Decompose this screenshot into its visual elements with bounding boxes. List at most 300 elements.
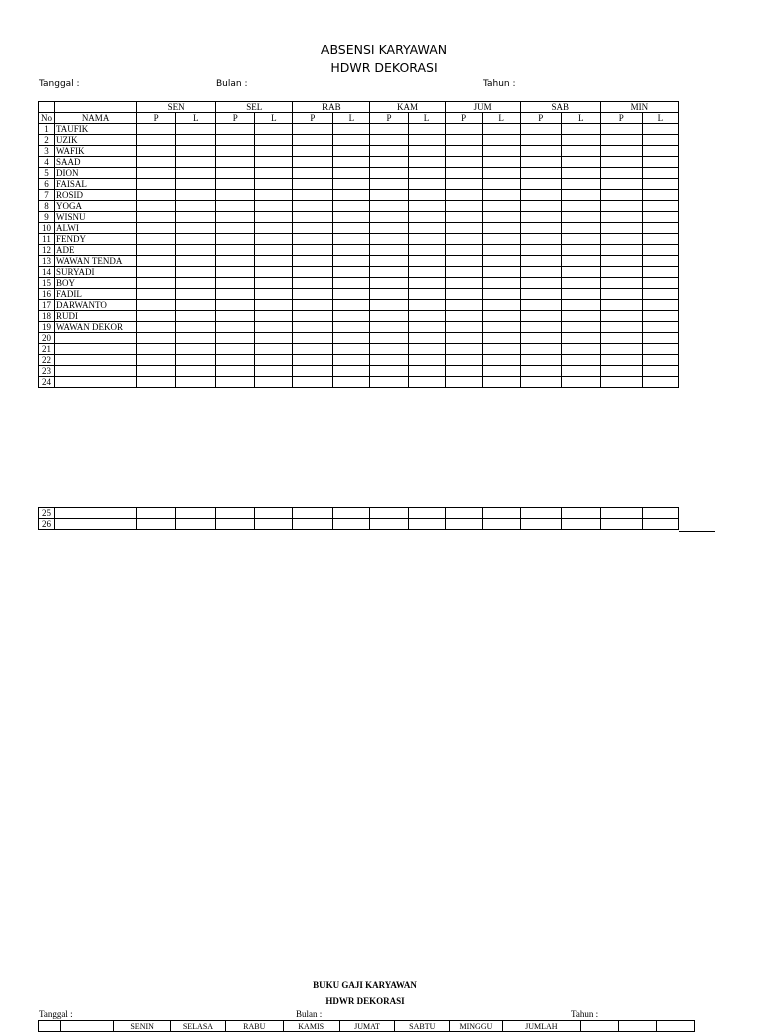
attendance-cell[interactable] <box>293 201 333 212</box>
attendance-cell[interactable] <box>216 344 255 355</box>
attendance-cell[interactable] <box>408 519 445 530</box>
attendance-cell[interactable] <box>333 223 370 234</box>
attendance-cell[interactable] <box>642 300 678 311</box>
attendance-cell[interactable] <box>370 212 408 223</box>
attendance-cell[interactable] <box>137 157 176 168</box>
attendance-cell[interactable] <box>520 179 561 190</box>
attendance-cell[interactable] <box>333 344 370 355</box>
attendance-cell[interactable] <box>408 267 445 278</box>
attendance-cell[interactable] <box>561 333 600 344</box>
attendance-cell[interactable] <box>137 223 176 234</box>
attendance-cell[interactable] <box>445 278 482 289</box>
attendance-cell[interactable] <box>370 508 408 519</box>
attendance-cell[interactable] <box>293 146 333 157</box>
attendance-cell[interactable] <box>642 289 678 300</box>
attendance-cell[interactable] <box>445 519 482 530</box>
attendance-cell[interactable] <box>482 366 520 377</box>
attendance-cell[interactable] <box>408 311 445 322</box>
attendance-cell[interactable] <box>255 234 293 245</box>
attendance-cell[interactable] <box>600 300 642 311</box>
attendance-cell[interactable] <box>408 322 445 333</box>
attendance-cell[interactable] <box>137 300 176 311</box>
attendance-cell[interactable] <box>333 124 370 135</box>
attendance-cell[interactable] <box>445 201 482 212</box>
attendance-cell[interactable] <box>600 311 642 322</box>
attendance-cell[interactable] <box>642 278 678 289</box>
attendance-cell[interactable] <box>561 344 600 355</box>
attendance-cell[interactable] <box>600 223 642 234</box>
attendance-cell[interactable] <box>176 278 216 289</box>
attendance-cell[interactable] <box>370 289 408 300</box>
attendance-cell[interactable] <box>333 519 370 530</box>
attendance-cell[interactable] <box>482 179 520 190</box>
attendance-cell[interactable] <box>600 322 642 333</box>
attendance-cell[interactable] <box>255 190 293 201</box>
attendance-cell[interactable] <box>333 508 370 519</box>
attendance-cell[interactable] <box>137 179 176 190</box>
attendance-cell[interactable] <box>408 135 445 146</box>
attendance-cell[interactable] <box>561 508 600 519</box>
attendance-cell[interactable] <box>600 135 642 146</box>
attendance-cell[interactable] <box>445 245 482 256</box>
attendance-cell[interactable] <box>408 508 445 519</box>
attendance-cell[interactable] <box>370 124 408 135</box>
attendance-cell[interactable] <box>370 201 408 212</box>
attendance-cell[interactable] <box>333 333 370 344</box>
attendance-cell[interactable] <box>561 278 600 289</box>
attendance-cell[interactable] <box>482 300 520 311</box>
attendance-cell[interactable] <box>445 300 482 311</box>
attendance-cell[interactable] <box>370 135 408 146</box>
attendance-cell[interactable] <box>176 333 216 344</box>
attendance-cell[interactable] <box>445 124 482 135</box>
attendance-cell[interactable] <box>370 300 408 311</box>
attendance-cell[interactable] <box>216 311 255 322</box>
attendance-cell[interactable] <box>600 245 642 256</box>
attendance-cell[interactable] <box>293 157 333 168</box>
attendance-cell[interactable] <box>408 223 445 234</box>
attendance-cell[interactable] <box>408 355 445 366</box>
attendance-cell[interactable] <box>600 124 642 135</box>
attendance-cell[interactable] <box>445 289 482 300</box>
attendance-cell[interactable] <box>642 508 678 519</box>
attendance-cell[interactable] <box>176 157 216 168</box>
attendance-cell[interactable] <box>137 245 176 256</box>
attendance-cell[interactable] <box>482 168 520 179</box>
attendance-cell[interactable] <box>255 135 293 146</box>
attendance-cell[interactable] <box>255 366 293 377</box>
attendance-cell[interactable] <box>255 245 293 256</box>
attendance-cell[interactable] <box>216 519 255 530</box>
attendance-cell[interactable] <box>642 519 678 530</box>
attendance-cell[interactable] <box>520 146 561 157</box>
attendance-cell[interactable] <box>137 256 176 267</box>
attendance-cell[interactable] <box>137 267 176 278</box>
attendance-cell[interactable] <box>482 223 520 234</box>
attendance-cell[interactable] <box>482 289 520 300</box>
attendance-cell[interactable] <box>137 322 176 333</box>
attendance-cell[interactable] <box>520 289 561 300</box>
attendance-cell[interactable] <box>333 135 370 146</box>
attendance-cell[interactable] <box>333 157 370 168</box>
attendance-cell[interactable] <box>333 179 370 190</box>
attendance-cell[interactable] <box>445 311 482 322</box>
attendance-cell[interactable] <box>255 278 293 289</box>
attendance-cell[interactable] <box>293 333 333 344</box>
attendance-cell[interactable] <box>216 201 255 212</box>
attendance-cell[interactable] <box>255 146 293 157</box>
attendance-cell[interactable] <box>561 201 600 212</box>
attendance-cell[interactable] <box>482 267 520 278</box>
attendance-cell[interactable] <box>176 289 216 300</box>
attendance-cell[interactable] <box>600 212 642 223</box>
attendance-cell[interactable] <box>482 234 520 245</box>
attendance-cell[interactable] <box>408 300 445 311</box>
attendance-cell[interactable] <box>482 311 520 322</box>
attendance-cell[interactable] <box>520 157 561 168</box>
attendance-cell[interactable] <box>137 333 176 344</box>
attendance-cell[interactable] <box>293 124 333 135</box>
attendance-cell[interactable] <box>293 289 333 300</box>
attendance-cell[interactable] <box>482 201 520 212</box>
attendance-cell[interactable] <box>561 519 600 530</box>
attendance-cell[interactable] <box>176 519 216 530</box>
attendance-cell[interactable] <box>600 201 642 212</box>
attendance-cell[interactable] <box>445 344 482 355</box>
attendance-cell[interactable] <box>137 344 176 355</box>
attendance-cell[interactable] <box>482 212 520 223</box>
attendance-cell[interactable] <box>176 146 216 157</box>
attendance-cell[interactable] <box>408 344 445 355</box>
attendance-cell[interactable] <box>176 212 216 223</box>
attendance-cell[interactable] <box>176 179 216 190</box>
attendance-cell[interactable] <box>520 355 561 366</box>
attendance-cell[interactable] <box>600 179 642 190</box>
attendance-cell[interactable] <box>600 267 642 278</box>
attendance-cell[interactable] <box>561 157 600 168</box>
attendance-cell[interactable] <box>600 519 642 530</box>
attendance-cell[interactable] <box>293 366 333 377</box>
attendance-cell[interactable] <box>137 234 176 245</box>
attendance-cell[interactable] <box>600 508 642 519</box>
attendance-cell[interactable] <box>445 355 482 366</box>
attendance-cell[interactable] <box>520 201 561 212</box>
attendance-cell[interactable] <box>216 212 255 223</box>
attendance-cell[interactable] <box>482 377 520 388</box>
attendance-cell[interactable] <box>520 124 561 135</box>
attendance-cell[interactable] <box>561 146 600 157</box>
attendance-cell[interactable] <box>370 366 408 377</box>
attendance-cell[interactable] <box>216 333 255 344</box>
attendance-cell[interactable] <box>137 212 176 223</box>
attendance-cell[interactable] <box>176 135 216 146</box>
attendance-cell[interactable] <box>216 223 255 234</box>
attendance-cell[interactable] <box>176 267 216 278</box>
attendance-cell[interactable] <box>370 234 408 245</box>
attendance-cell[interactable] <box>137 289 176 300</box>
attendance-cell[interactable] <box>370 157 408 168</box>
attendance-cell[interactable] <box>333 300 370 311</box>
attendance-cell[interactable] <box>642 234 678 245</box>
attendance-cell[interactable] <box>408 212 445 223</box>
attendance-cell[interactable] <box>176 322 216 333</box>
attendance-cell[interactable] <box>293 190 333 201</box>
attendance-cell[interactable] <box>561 355 600 366</box>
attendance-cell[interactable] <box>137 190 176 201</box>
attendance-cell[interactable] <box>370 355 408 366</box>
attendance-cell[interactable] <box>482 245 520 256</box>
attendance-cell[interactable] <box>137 168 176 179</box>
attendance-cell[interactable] <box>561 223 600 234</box>
attendance-cell[interactable] <box>482 135 520 146</box>
attendance-cell[interactable] <box>642 146 678 157</box>
attendance-cell[interactable] <box>561 322 600 333</box>
attendance-cell[interactable] <box>642 124 678 135</box>
attendance-cell[interactable] <box>137 146 176 157</box>
attendance-cell[interactable] <box>520 168 561 179</box>
attendance-cell[interactable] <box>176 168 216 179</box>
attendance-cell[interactable] <box>482 124 520 135</box>
attendance-cell[interactable] <box>600 157 642 168</box>
attendance-cell[interactable] <box>642 256 678 267</box>
attendance-cell[interactable] <box>642 311 678 322</box>
attendance-cell[interactable] <box>445 333 482 344</box>
attendance-cell[interactable] <box>520 519 561 530</box>
attendance-cell[interactable] <box>255 223 293 234</box>
attendance-cell[interactable] <box>293 234 333 245</box>
attendance-cell[interactable] <box>642 355 678 366</box>
attendance-cell[interactable] <box>176 300 216 311</box>
attendance-cell[interactable] <box>408 333 445 344</box>
attendance-cell[interactable] <box>293 168 333 179</box>
attendance-cell[interactable] <box>293 278 333 289</box>
attendance-cell[interactable] <box>520 333 561 344</box>
attendance-cell[interactable] <box>408 245 445 256</box>
attendance-cell[interactable] <box>445 212 482 223</box>
attendance-cell[interactable] <box>176 355 216 366</box>
attendance-cell[interactable] <box>642 135 678 146</box>
attendance-cell[interactable] <box>600 256 642 267</box>
attendance-cell[interactable] <box>642 267 678 278</box>
attendance-cell[interactable] <box>561 245 600 256</box>
attendance-cell[interactable] <box>137 366 176 377</box>
attendance-cell[interactable] <box>600 234 642 245</box>
attendance-cell[interactable] <box>520 190 561 201</box>
attendance-cell[interactable] <box>293 377 333 388</box>
attendance-cell[interactable] <box>293 508 333 519</box>
attendance-cell[interactable] <box>561 311 600 322</box>
attendance-cell[interactable] <box>561 124 600 135</box>
attendance-cell[interactable] <box>255 289 293 300</box>
attendance-cell[interactable] <box>176 190 216 201</box>
attendance-cell[interactable] <box>293 179 333 190</box>
attendance-cell[interactable] <box>216 135 255 146</box>
attendance-cell[interactable] <box>445 322 482 333</box>
attendance-cell[interactable] <box>520 256 561 267</box>
attendance-cell[interactable] <box>293 322 333 333</box>
attendance-cell[interactable] <box>408 278 445 289</box>
attendance-cell[interactable] <box>176 508 216 519</box>
attendance-cell[interactable] <box>176 245 216 256</box>
attendance-cell[interactable] <box>482 190 520 201</box>
attendance-cell[interactable] <box>520 212 561 223</box>
attendance-cell[interactable] <box>137 124 176 135</box>
attendance-cell[interactable] <box>370 322 408 333</box>
attendance-cell[interactable] <box>445 508 482 519</box>
attendance-cell[interactable] <box>561 300 600 311</box>
attendance-cell[interactable] <box>255 179 293 190</box>
attendance-cell[interactable] <box>137 201 176 212</box>
attendance-cell[interactable] <box>600 366 642 377</box>
attendance-cell[interactable] <box>520 508 561 519</box>
attendance-cell[interactable] <box>293 212 333 223</box>
attendance-cell[interactable] <box>561 135 600 146</box>
attendance-cell[interactable] <box>333 190 370 201</box>
attendance-cell[interactable] <box>370 190 408 201</box>
attendance-cell[interactable] <box>137 278 176 289</box>
attendance-cell[interactable] <box>642 190 678 201</box>
attendance-cell[interactable] <box>408 256 445 267</box>
attendance-cell[interactable] <box>293 344 333 355</box>
attendance-cell[interactable] <box>216 124 255 135</box>
attendance-cell[interactable] <box>255 508 293 519</box>
attendance-cell[interactable] <box>137 135 176 146</box>
attendance-cell[interactable] <box>445 146 482 157</box>
attendance-cell[interactable] <box>216 190 255 201</box>
attendance-cell[interactable] <box>561 256 600 267</box>
attendance-cell[interactable] <box>408 179 445 190</box>
attendance-cell[interactable] <box>408 157 445 168</box>
attendance-cell[interactable] <box>370 179 408 190</box>
attendance-cell[interactable] <box>216 256 255 267</box>
attendance-cell[interactable] <box>293 245 333 256</box>
attendance-cell[interactable] <box>561 212 600 223</box>
attendance-cell[interactable] <box>333 267 370 278</box>
attendance-cell[interactable] <box>482 146 520 157</box>
attendance-cell[interactable] <box>333 146 370 157</box>
attendance-cell[interactable] <box>176 124 216 135</box>
attendance-cell[interactable] <box>176 366 216 377</box>
attendance-cell[interactable] <box>333 355 370 366</box>
attendance-cell[interactable] <box>293 311 333 322</box>
attendance-cell[interactable] <box>176 311 216 322</box>
attendance-cell[interactable] <box>520 234 561 245</box>
attendance-cell[interactable] <box>642 179 678 190</box>
attendance-cell[interactable] <box>216 289 255 300</box>
attendance-cell[interactable] <box>520 300 561 311</box>
attendance-cell[interactable] <box>255 344 293 355</box>
attendance-cell[interactable] <box>370 168 408 179</box>
attendance-cell[interactable] <box>255 256 293 267</box>
attendance-cell[interactable] <box>216 278 255 289</box>
attendance-cell[interactable] <box>176 377 216 388</box>
attendance-cell[interactable] <box>370 267 408 278</box>
attendance-cell[interactable] <box>370 377 408 388</box>
attendance-cell[interactable] <box>255 212 293 223</box>
attendance-cell[interactable] <box>520 377 561 388</box>
attendance-cell[interactable] <box>333 311 370 322</box>
attendance-cell[interactable] <box>333 201 370 212</box>
attendance-cell[interactable] <box>642 201 678 212</box>
attendance-cell[interactable] <box>255 377 293 388</box>
attendance-cell[interactable] <box>445 135 482 146</box>
attendance-cell[interactable] <box>333 245 370 256</box>
attendance-cell[interactable] <box>445 234 482 245</box>
attendance-cell[interactable] <box>333 234 370 245</box>
attendance-cell[interactable] <box>408 124 445 135</box>
attendance-cell[interactable] <box>176 256 216 267</box>
attendance-cell[interactable] <box>370 519 408 530</box>
attendance-cell[interactable] <box>333 168 370 179</box>
attendance-cell[interactable] <box>561 267 600 278</box>
attendance-cell[interactable] <box>520 344 561 355</box>
attendance-cell[interactable] <box>255 519 293 530</box>
attendance-cell[interactable] <box>216 508 255 519</box>
attendance-cell[interactable] <box>176 234 216 245</box>
attendance-cell[interactable] <box>216 355 255 366</box>
attendance-cell[interactable] <box>482 355 520 366</box>
attendance-cell[interactable] <box>561 234 600 245</box>
attendance-cell[interactable] <box>520 267 561 278</box>
attendance-cell[interactable] <box>216 245 255 256</box>
attendance-cell[interactable] <box>255 267 293 278</box>
attendance-cell[interactable] <box>520 245 561 256</box>
attendance-cell[interactable] <box>176 344 216 355</box>
attendance-cell[interactable] <box>600 168 642 179</box>
attendance-cell[interactable] <box>445 223 482 234</box>
attendance-cell[interactable] <box>561 168 600 179</box>
attendance-cell[interactable] <box>482 344 520 355</box>
attendance-cell[interactable] <box>445 179 482 190</box>
attendance-cell[interactable] <box>333 256 370 267</box>
attendance-cell[interactable] <box>333 278 370 289</box>
attendance-cell[interactable] <box>293 519 333 530</box>
attendance-cell[interactable] <box>642 377 678 388</box>
attendance-cell[interactable] <box>642 245 678 256</box>
attendance-cell[interactable] <box>408 366 445 377</box>
attendance-cell[interactable] <box>482 519 520 530</box>
attendance-cell[interactable] <box>293 300 333 311</box>
attendance-cell[interactable] <box>216 157 255 168</box>
attendance-cell[interactable] <box>255 201 293 212</box>
attendance-cell[interactable] <box>137 355 176 366</box>
attendance-cell[interactable] <box>642 366 678 377</box>
attendance-cell[interactable] <box>255 168 293 179</box>
attendance-cell[interactable] <box>255 355 293 366</box>
attendance-cell[interactable] <box>408 234 445 245</box>
attendance-cell[interactable] <box>370 311 408 322</box>
attendance-cell[interactable] <box>370 223 408 234</box>
attendance-cell[interactable] <box>482 322 520 333</box>
attendance-cell[interactable] <box>520 135 561 146</box>
attendance-cell[interactable] <box>600 190 642 201</box>
attendance-cell[interactable] <box>561 377 600 388</box>
attendance-cell[interactable] <box>642 223 678 234</box>
attendance-cell[interactable] <box>520 322 561 333</box>
attendance-cell[interactable] <box>445 190 482 201</box>
attendance-cell[interactable] <box>520 278 561 289</box>
attendance-cell[interactable] <box>600 344 642 355</box>
attendance-cell[interactable] <box>445 377 482 388</box>
attendance-cell[interactable] <box>482 157 520 168</box>
attendance-cell[interactable] <box>216 168 255 179</box>
attendance-cell[interactable] <box>216 377 255 388</box>
attendance-cell[interactable] <box>561 190 600 201</box>
attendance-cell[interactable] <box>408 201 445 212</box>
attendance-cell[interactable] <box>561 179 600 190</box>
attendance-cell[interactable] <box>520 366 561 377</box>
attendance-cell[interactable] <box>445 157 482 168</box>
